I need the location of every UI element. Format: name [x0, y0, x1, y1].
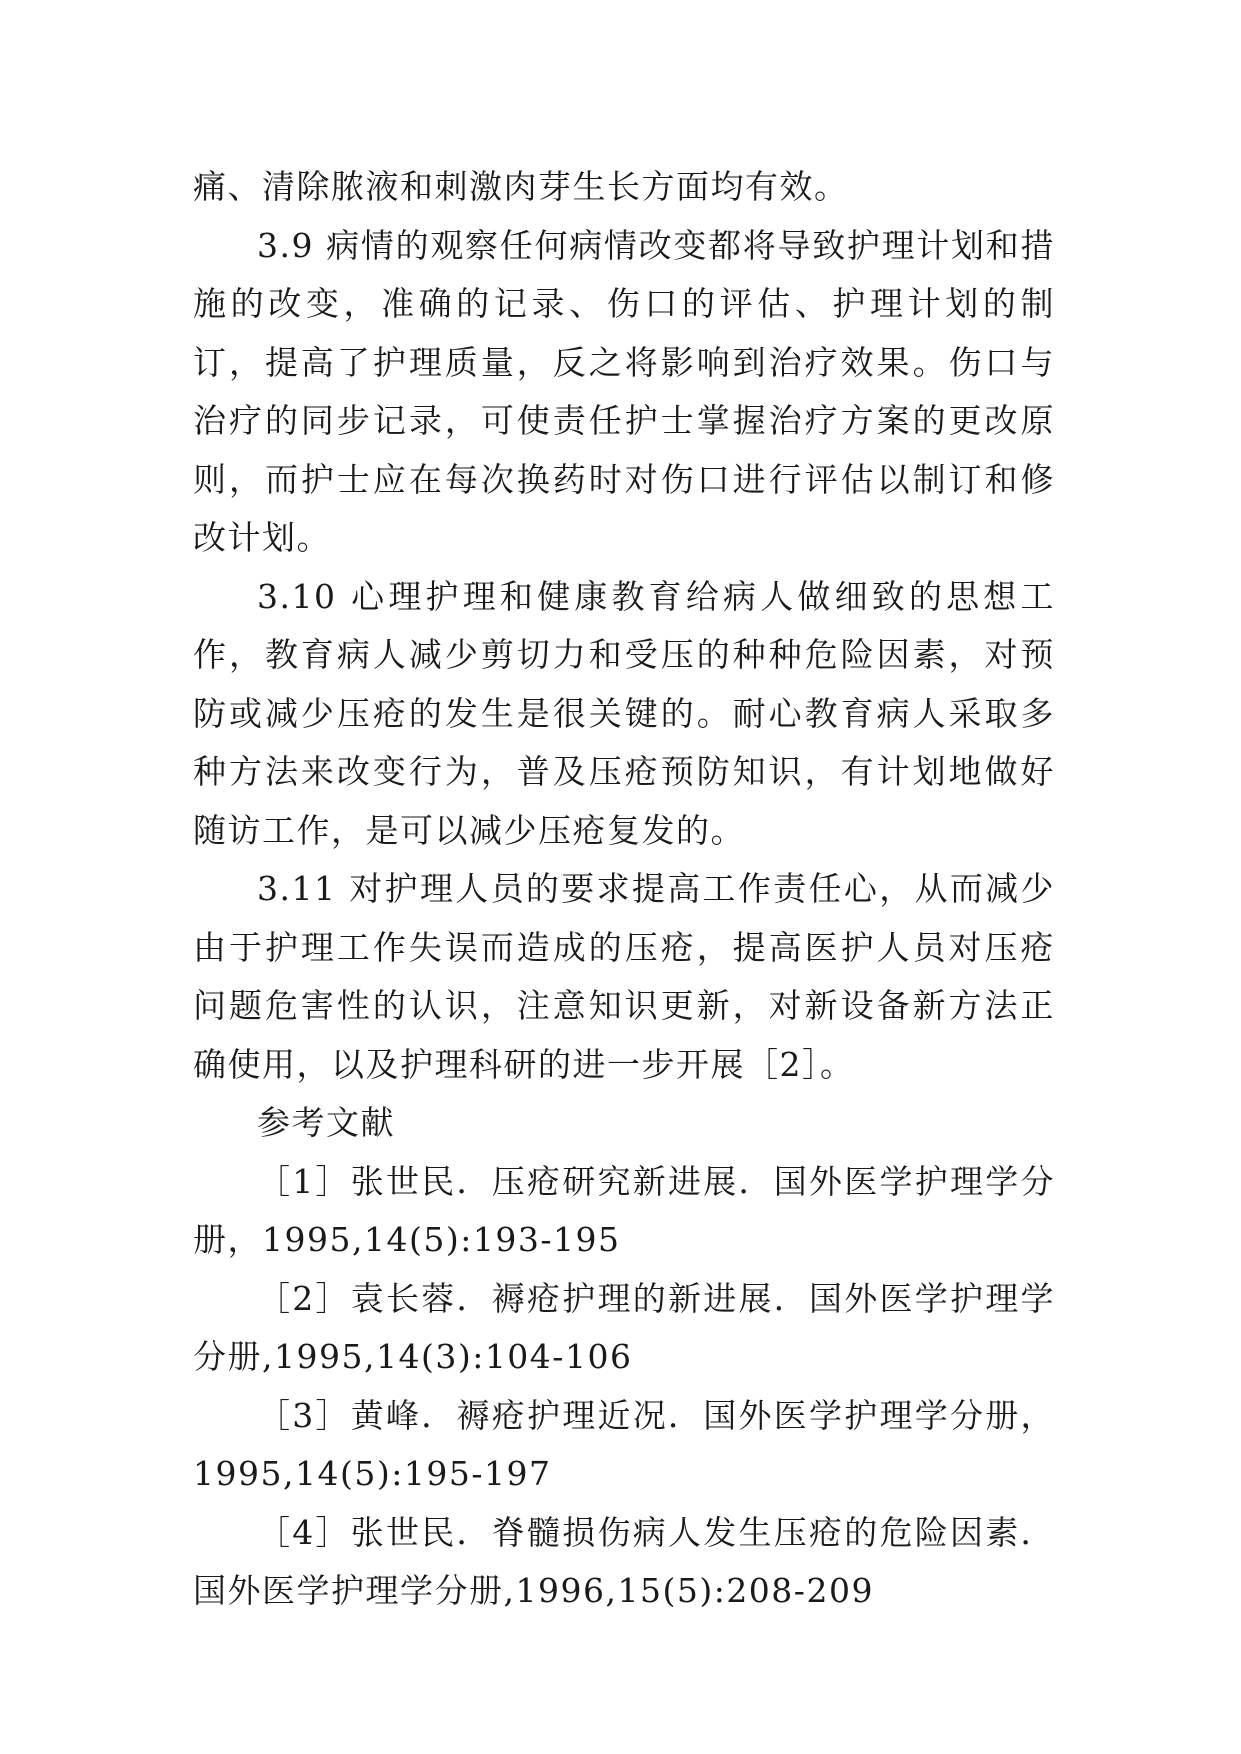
reference-item: ［4］张世民．脊髓损伤病人发生压疮的危险因素．国外医学护理学分册,1996,15(5):208-209 — [193, 1512, 1055, 1610]
document-page — [193, 158, 1055, 1621]
reference-item: ［3］黄峰．褥疮护理近况．国外医学护理学分册，1995,14(5):195-197 — [193, 1395, 1055, 1493]
reference-item: ［2］袁长蓉．褥疮护理的新进展．国外医学护理学分册,1995,14(3):104-106 — [193, 1278, 1055, 1376]
paragraph-continuation: 痛、清除脓液和刺激肉芽生长方面均有效。 — [193, 167, 849, 206]
paragraph-3-11: 3.11 对护理人员的要求提高工作责任心，从而减少由于护理工作失误而造成的压疮，提高医护人员对压疮问题危害性的认识，注意知识更新，对新设备新方法正确使用，以及护理科研的进一步开展［2］。 — [193, 869, 1055, 1084]
reference-item: ［1］张世民．压疮研究新进展．国外医学护理学分册，1995,14(5):193-195 — [193, 1161, 1055, 1259]
paragraph-3-10: 3.10 心理护理和健康教育给病人做细致的思想工作，教育病人减少剪切力和受压的种种危险因素，对预防或减少压疮的发生是很关键的。耐心教育病人采取多种方法来改变行为，普及压疮预防知识，有计划地做好随访工作，是可以减少压疮复发的。 — [193, 576, 1055, 850]
references-heading: 参考文献 — [257, 1103, 395, 1142]
paragraph-3-9: 3.9 病情的观察任何病情改变都将导致护理计划和措施的改变，准确的记录、伤口的评估、护理计划的制订，提高了护理质量，反之将影响到治疗效果。伤口与治疗的同步记录，可使责任护士掌握治疗方案的更改原则，而护士应在每次换药时对伤口进行评估以制订和修改计划。 — [193, 225, 1055, 557]
